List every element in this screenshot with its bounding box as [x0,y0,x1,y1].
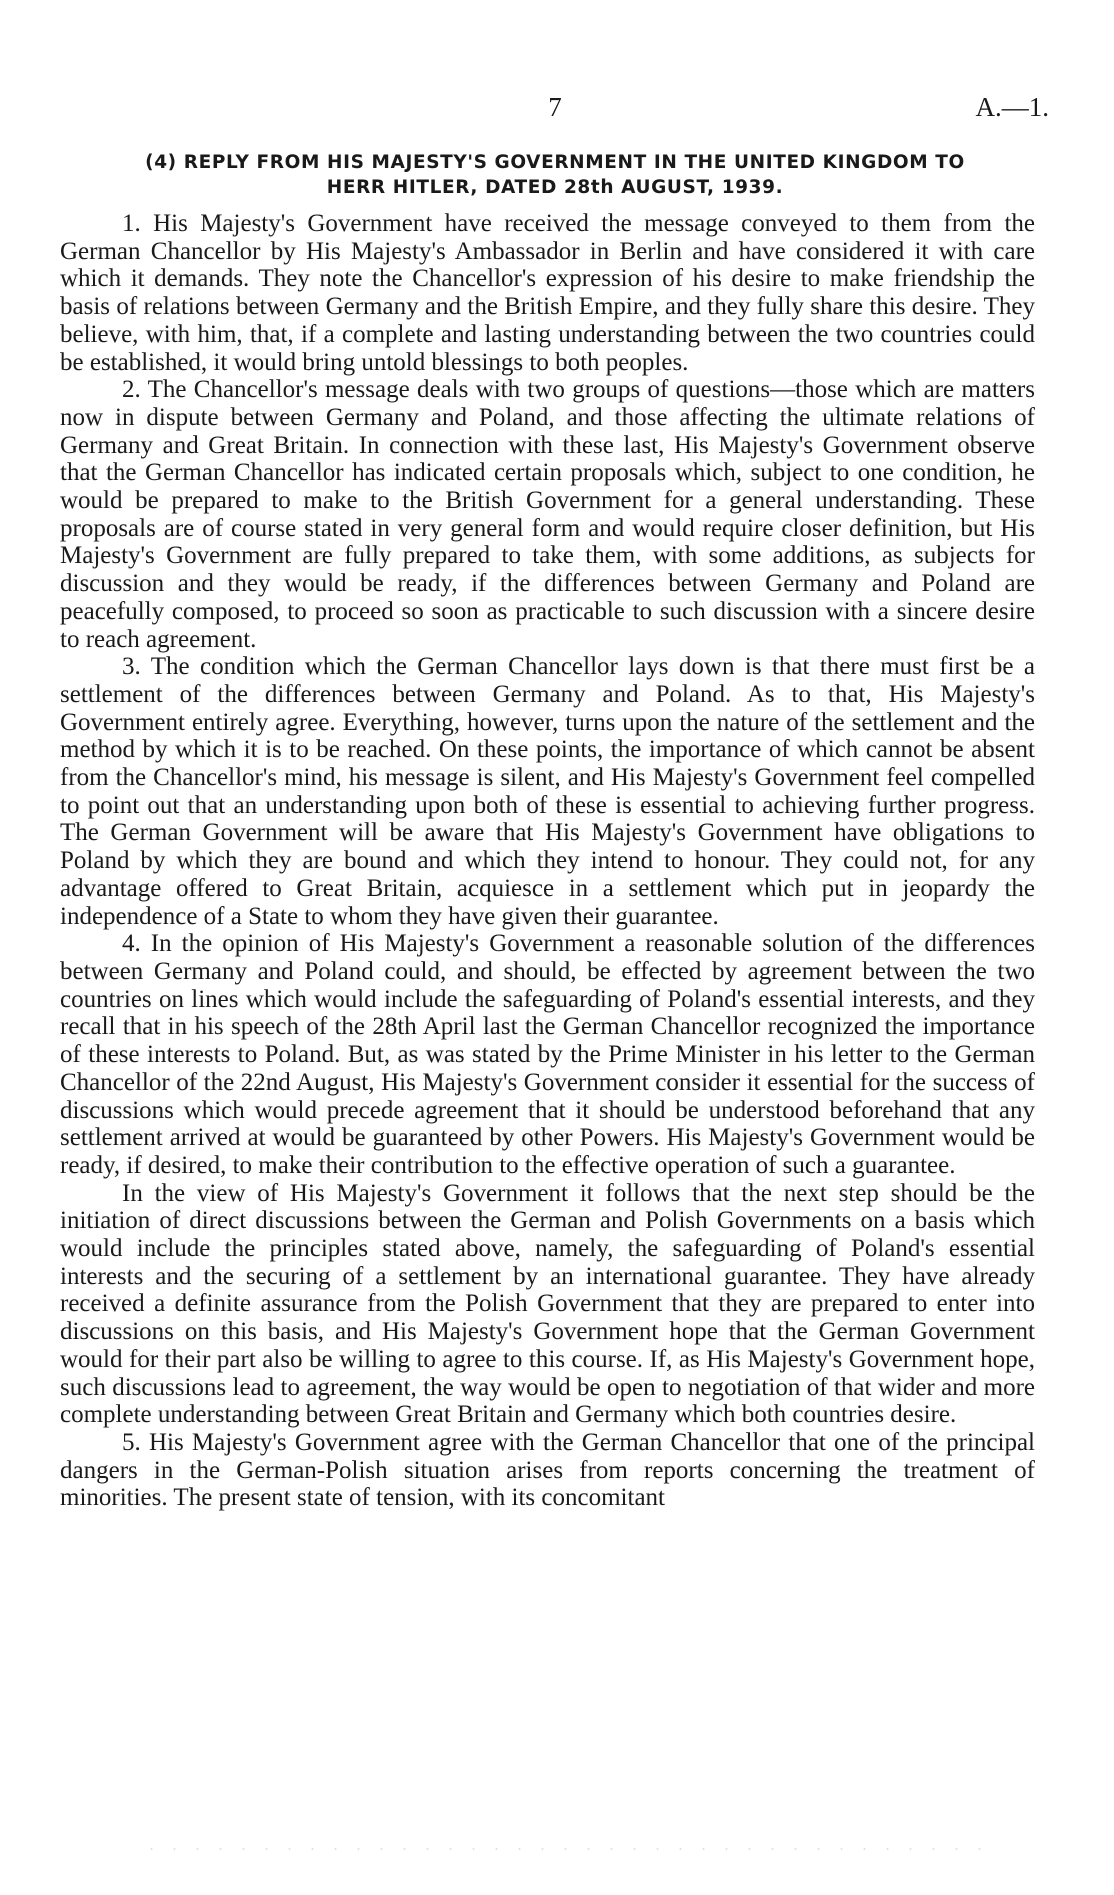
paragraph-5: 5. His Majesty's Government agree with the German Chancellor that one of the principal dangers in the German-Polish situation arises from reports concerning the treatment of minorities. The present state of tension, with its concomitant [60,1428,1035,1512]
paragraph-4-continued: In the view of His Majesty's Government it follows that the next step should be the initiation of direct discussions between the German and Polish Governments on a basis which would include the principles stated above, namely, the safeguarding of Poland's essential interests and the securing of a settlement by an international guarantee. They have already received a definite assurance from the Polish Government that they are prepared to enter into discussions on this basis, and His Majesty's Government hope that the German Government would for their part also be willing to agree to this course. If, as His Majesty's Government hope, such discussions lead to agreement, the way would be open to negotiation of that wider and more complete understanding between Great Britain and Germany which both countries desire. [60,1179,1035,1429]
page-number: 7 [548,92,562,122]
document-reference: A.—1. [975,92,1049,122]
section-heading [60,150,1050,200]
paragraph-2: 2. The Chancellor's message deals with two groups of questions—those which are matters now in dispute between Germany and Poland, and those affecting the ultimate relations of Germany and Great Britain. In connection with these last, His Majesty's Government observe that the German Chancellor has indicated certain proposals which, subject to one condition, he would be prepared to make to the British Government for a general understanding. These proposals are of course stated in very general form and would require closer definition, but His Majesty's Government are fully prepared to take them, with some additions, as subjects for discussion and they would be ready, if the differences between Germany and Poland are peacefully composed, to proceed so soon as practicable to such discussion with a sincere desire to reach agreement. [60,376,1035,653]
heading-line-1: (4) REPLY FROM HIS MAJESTY'S GOVERNMENT IN THE UNITED KINGDOM TO [145,152,965,173]
heading-line-2: HERR HITLER, DATED 28th AUGUST, 1939. [326,177,784,198]
paragraph-4: 4. In the opinion of His Majesty's Government a reasonable solution of the differences between Germany and Poland could, and should, be effected by agreement between the two countries on lines which would include the safeguarding of Poland's essential interests, and they recall that in his speech of the 28th April last the German Chancellor recognized the importance of these interests to Poland. But, as was stated by the Prime Minister in his letter to the German Chancellor of the 22nd August, His Majesty's Government consider it essential for the success of discussions which would precede agreement that it should be understood beforehand that any settlement arrived at would be guaranteed by other Powers. His Majesty's Government would be ready, if desired, to make their contribution to the effective operation of such a guarantee. [60,930,1035,1179]
body-text [60,210,1035,1512]
paragraph-1: 1. His Majesty's Government have received the message conveyed to them from the German Chancellor by His Majesty's Ambassador in Berlin and have considered it with care which it demands. They note the Chancellor's expression of his desire to make friendship the basis of relations between Germany and the British Empire, and they fully share this desire. They believe, with him, that, if a complete and lasting understanding between the two countries could be established, it would bring untold blessings to both peoples. [60,210,1035,376]
paragraph-3: 3. The condition which the German Chancellor lays down is that there must first be a settlement of the differences between Germany and Poland. As to that, His Majesty's Government entirely agree. Everything, however, turns upon the nature of the settlement and the method by which it is to be reached. On these points, the importance of which cannot be absent from the Chancellor's mind, his message is silent, and His Majesty's Government feel compelled to point out that an understanding upon both of these is essential to achieving further progress. The German Government will be aware that His Majesty's Government have obligations to Poland by which they are bound and which they intend to honour. They could not, for any advantage offered to Great Britain, acquiesce in a settlement which put in jeopardy the independence of a State to whom they have given their guarantee. [60,653,1035,930]
scan-noise-divider [140,1845,1000,1853]
